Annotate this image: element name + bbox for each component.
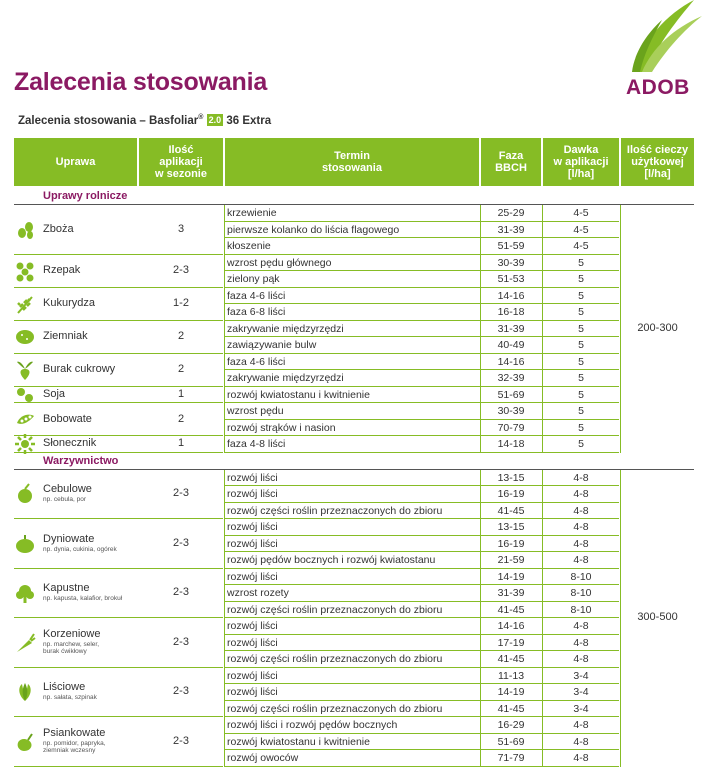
dose-value: 5 xyxy=(578,355,584,368)
bbch-stage: 14-16 xyxy=(497,620,525,632)
table-row xyxy=(225,387,619,404)
application-count: 2-3 xyxy=(173,685,189,698)
table-row xyxy=(225,701,619,718)
table-row xyxy=(225,618,619,635)
crop-cell xyxy=(14,569,223,619)
header-liquid: Ilość cieczy użytkowej [l/ha] xyxy=(621,138,694,186)
table-row xyxy=(225,238,619,255)
bbch-stage: 70-79 xyxy=(497,421,525,434)
crop-cell xyxy=(14,288,223,321)
application-term: faza 4-6 liści xyxy=(227,355,286,368)
bbch-stage: 51-69 xyxy=(497,388,525,401)
crop-name: Rzepak xyxy=(43,264,81,276)
bbch-stage: 41-45 xyxy=(497,603,525,616)
bbch-stage: 16-19 xyxy=(497,488,525,500)
column-divider xyxy=(542,205,543,453)
application-count: 2-3 xyxy=(173,734,189,747)
dose-value: 4-5 xyxy=(573,240,589,252)
crop-name: Bobowate xyxy=(43,412,92,425)
dose-value: 3-4 xyxy=(573,686,589,698)
rapeseed-icon xyxy=(14,260,36,282)
table-row xyxy=(225,585,619,602)
table-row xyxy=(225,684,619,701)
crop-name: Ziemniak xyxy=(43,330,88,342)
page-title: Zalecenia stosowania xyxy=(14,68,268,96)
table-row xyxy=(225,569,619,586)
bbch-stage: 14-19 xyxy=(497,570,525,583)
dose-value: 3-4 xyxy=(573,669,589,682)
cabbage-icon xyxy=(14,582,36,604)
crop-name: Soja xyxy=(43,387,66,400)
dose-value: 4-8 xyxy=(573,719,589,731)
table-row xyxy=(225,288,619,305)
table-row xyxy=(225,519,619,536)
dose-value: 5 xyxy=(578,339,584,351)
logo-text: ADOB xyxy=(626,76,690,99)
crop-cell xyxy=(14,255,223,288)
crop-cell xyxy=(14,668,223,718)
crop-name: Zboża xyxy=(43,222,74,235)
table-row xyxy=(225,354,619,371)
table-row xyxy=(225,602,619,619)
dose-value: 4-8 xyxy=(573,554,589,566)
pepper-icon xyxy=(14,731,36,753)
section-title: Warzywnictwo xyxy=(43,454,119,467)
table-row xyxy=(225,205,619,222)
dose-value: 5 xyxy=(578,306,584,318)
crop-cell xyxy=(14,387,223,404)
bbch-stage: 41-45 xyxy=(497,653,525,665)
table-row xyxy=(225,503,619,520)
application-term: rozwój części roślin przeznaczonych do zbioru xyxy=(227,702,443,715)
crop-cell xyxy=(14,205,223,255)
liquid-volume: 200-300 xyxy=(637,321,678,334)
application-count: 1 xyxy=(177,437,185,450)
section-header xyxy=(14,188,694,205)
sugar-beet-icon xyxy=(14,359,36,381)
table-row xyxy=(225,651,619,668)
crop-cell xyxy=(14,470,223,520)
bbch-stage: 16-19 xyxy=(497,537,525,550)
bbch-stage: 16-29 xyxy=(497,719,525,731)
application-count: 2-3 xyxy=(173,635,189,648)
dose-value: 4-8 xyxy=(573,636,589,649)
header-crop: Uprawa xyxy=(14,138,137,186)
application-term: rozwój liści xyxy=(227,669,278,682)
application-term: krzewienie xyxy=(227,207,277,219)
table-row xyxy=(225,321,619,338)
bbch-stage: 40-49 xyxy=(497,339,525,351)
dose-value: 5 xyxy=(578,273,584,285)
application-term: zielony pąk xyxy=(227,273,280,285)
crop-name: Kukurydza xyxy=(43,297,95,309)
crop-cell xyxy=(14,354,223,387)
bbch-stage: 13-15 xyxy=(497,471,525,484)
dose-value: 5 xyxy=(578,421,584,434)
table-row xyxy=(225,403,619,420)
crop-name: Słonecznik xyxy=(43,437,97,450)
crop-cell xyxy=(14,618,223,668)
recommendations-table xyxy=(14,138,694,764)
crop-cell xyxy=(14,436,223,453)
crop-cell xyxy=(14,717,223,767)
grain-icon xyxy=(14,219,36,241)
dose-value: 4-8 xyxy=(573,752,589,764)
bbch-stage: 17-19 xyxy=(497,636,525,649)
pumpkin-icon xyxy=(14,533,36,555)
bbch-stage: 32-39 xyxy=(497,372,525,384)
table-row xyxy=(225,337,619,354)
liquid-volume: 300-500 xyxy=(637,611,678,623)
dose-value: 5 xyxy=(578,256,584,269)
table-row xyxy=(225,750,619,767)
bbch-stage: 11-13 xyxy=(497,669,525,682)
dose-value: 4-8 xyxy=(573,620,589,632)
crop-name: Dyniowate xyxy=(43,532,95,545)
table-row xyxy=(225,552,619,569)
bbch-stage: 71-79 xyxy=(497,752,525,764)
dose-value: 4-8 xyxy=(573,735,589,748)
crop-cell xyxy=(14,403,223,436)
header-bbch: Faza BBCH xyxy=(481,138,541,186)
application-term: rozwój liści xyxy=(227,521,278,533)
application-term: zawiązywanie bulw xyxy=(227,339,317,351)
table-row xyxy=(225,255,619,272)
column-divider xyxy=(224,205,225,453)
header-dose: Dawka w aplikacji [l/ha] xyxy=(543,138,619,186)
bbch-stage: 14-16 xyxy=(497,355,525,368)
table-row xyxy=(225,436,619,453)
crop-examples: np. cebula, por xyxy=(43,496,87,504)
table-subtitle: Zalecenia stosowania – Basfoliar® 2.0 36 Extra xyxy=(18,114,272,127)
application-term: rozwój liści xyxy=(227,686,278,698)
application-term: wzrost rozety xyxy=(227,587,289,599)
bbch-stage: 31-39 xyxy=(497,223,525,236)
crop-examples: np. pomidor, papryka, ziemniak wczesny xyxy=(43,739,106,755)
crop-cell xyxy=(14,321,223,354)
bbch-stage: 14-19 xyxy=(497,686,525,698)
application-term: rozwój liści xyxy=(227,636,278,649)
table-row xyxy=(225,222,619,239)
application-term: rozwój owoców xyxy=(227,752,299,764)
dose-value: 5 xyxy=(578,438,584,450)
bbch-stage: 31-39 xyxy=(497,322,525,335)
bbch-stage: 41-45 xyxy=(497,504,525,517)
dose-value: 4-5 xyxy=(573,207,589,219)
application-term: rozwój liści xyxy=(227,488,278,500)
application-term: rozwój liści i rozwój pędów bocznych xyxy=(227,719,398,731)
application-term: rozwój części roślin przeznaczonych do zbioru xyxy=(227,504,443,517)
crop-name: Cebulowe xyxy=(43,483,92,496)
application-term: rozwój pędów bocznych i rozwój kwiatostanu xyxy=(227,554,436,566)
bbch-stage: 51-69 xyxy=(497,735,525,748)
application-term: zakrywanie międzyrzędzi xyxy=(227,372,344,384)
header-term: Termin stosowania xyxy=(225,138,479,186)
table-row xyxy=(225,635,619,652)
legume-icon xyxy=(14,409,36,431)
crop-cell xyxy=(14,519,223,569)
bbch-stage: 16-18 xyxy=(497,306,525,318)
bbch-stage: 30-39 xyxy=(497,405,525,417)
bbch-stage: 21-59 xyxy=(497,554,525,566)
potato-icon xyxy=(14,326,36,348)
crop-examples: np. marchew, seler, burak ćwikłowy xyxy=(43,640,99,656)
bbch-stage: 51-59 xyxy=(497,240,525,252)
application-count: 2-3 xyxy=(173,264,189,276)
crop-examples: np. kapusta, kalafior, brokuł xyxy=(43,595,123,603)
table-row xyxy=(225,271,619,288)
section-title: Uprawy rolnicze xyxy=(43,190,128,202)
bbch-stage: 31-39 xyxy=(497,587,525,599)
application-term: wzrost pędu głównego xyxy=(227,256,332,269)
application-count: 2-3 xyxy=(173,586,189,599)
section-header xyxy=(14,453,694,470)
crop-name: Korzeniowe xyxy=(43,627,101,640)
application-count: 1-2 xyxy=(173,297,189,309)
crop-name: Liściowe xyxy=(43,681,86,694)
application-term: faza 6-8 liści xyxy=(227,306,286,318)
column-divider xyxy=(224,470,225,767)
application-term: zakrywanie międzyrzędzi xyxy=(227,322,344,335)
dose-value: 4-8 xyxy=(573,504,589,517)
application-term: rozwój liści xyxy=(227,537,278,550)
application-count: 2 xyxy=(177,363,185,375)
dose-value: 4-8 xyxy=(573,537,589,550)
application-term: kłoszenie xyxy=(227,240,271,252)
application-term: rozwój części roślin przeznaczonych do zbioru xyxy=(227,603,443,616)
dose-value: 5 xyxy=(578,372,584,384)
application-term: rozwój liści xyxy=(227,570,278,583)
application-term: wzrost pędu xyxy=(227,405,284,417)
column-divider xyxy=(542,470,543,767)
application-count: 3 xyxy=(177,222,185,235)
application-term: rozwój strąków i nasion xyxy=(227,421,336,434)
application-count: 2-3 xyxy=(173,536,189,549)
crop-name: Kapustne xyxy=(43,582,90,595)
table-row xyxy=(225,470,619,487)
application-term: pierwsze kolanko do liścia flagowego xyxy=(227,223,400,236)
table-row xyxy=(225,370,619,387)
crop-name: Burak cukrowy xyxy=(43,363,116,375)
application-term: rozwój kwiatostanu i kwitnienie xyxy=(227,735,370,748)
dose-value: 4-5 xyxy=(573,223,589,236)
table-row xyxy=(225,536,619,553)
dose-value: 4-8 xyxy=(573,521,589,533)
application-count: 2 xyxy=(177,412,185,425)
application-term: faza 4-8 liści xyxy=(227,438,286,450)
crop-name: Psiankowate xyxy=(43,726,106,739)
table-header xyxy=(14,138,694,186)
application-count: 2 xyxy=(177,330,185,342)
lettuce-icon xyxy=(14,681,36,703)
application-count: 2-3 xyxy=(173,487,189,500)
dose-value: 4-8 xyxy=(573,653,589,665)
bbch-stage: 41-45 xyxy=(497,702,525,715)
bbch-stage: 25-29 xyxy=(497,207,525,219)
dose-value: 8-10 xyxy=(570,570,592,583)
table-row xyxy=(225,304,619,321)
application-count: 1 xyxy=(177,387,185,400)
dose-value: 8-10 xyxy=(570,587,592,599)
table-row xyxy=(225,668,619,685)
application-term: rozwój liści xyxy=(227,620,278,632)
corn-icon xyxy=(14,293,36,315)
application-term: rozwój kwiatostanu i kwitnienie xyxy=(227,388,370,401)
application-term: rozwój części roślin przeznaczonych do zbioru xyxy=(227,653,443,665)
header-count: Ilość aplikacji w sezonie xyxy=(139,138,223,186)
application-term: faza 4-6 liści xyxy=(227,289,286,302)
bbch-stage: 30-39 xyxy=(497,256,525,269)
table-row xyxy=(225,734,619,751)
table-row xyxy=(225,486,619,503)
dose-value: 4-8 xyxy=(573,471,589,484)
crop-examples: np. sałata, szpinak xyxy=(43,694,97,702)
crop-examples: np. dynia, cukinia, ogórek xyxy=(43,545,117,553)
dose-value: 5 xyxy=(578,322,584,335)
bbch-stage: 51-53 xyxy=(497,273,525,285)
application-term: rozwój liści xyxy=(227,471,278,484)
onion-icon xyxy=(14,483,36,505)
dose-value: 3-4 xyxy=(573,702,589,715)
dose-value: 4-8 xyxy=(573,488,589,500)
table-row xyxy=(225,420,619,437)
carrot-icon xyxy=(14,632,36,654)
dose-value: 5 xyxy=(578,289,584,302)
bbch-stage: 14-18 xyxy=(497,438,525,450)
bbch-stage: 13-15 xyxy=(497,521,525,533)
dose-value: 5 xyxy=(578,405,584,417)
column-divider xyxy=(480,470,481,767)
version-badge: 2.0 xyxy=(208,115,222,125)
dose-value: 5 xyxy=(578,388,584,401)
column-divider xyxy=(480,205,481,453)
bbch-stage: 14-16 xyxy=(497,289,525,302)
dose-value: 8-10 xyxy=(570,603,592,616)
table-row xyxy=(225,717,619,734)
